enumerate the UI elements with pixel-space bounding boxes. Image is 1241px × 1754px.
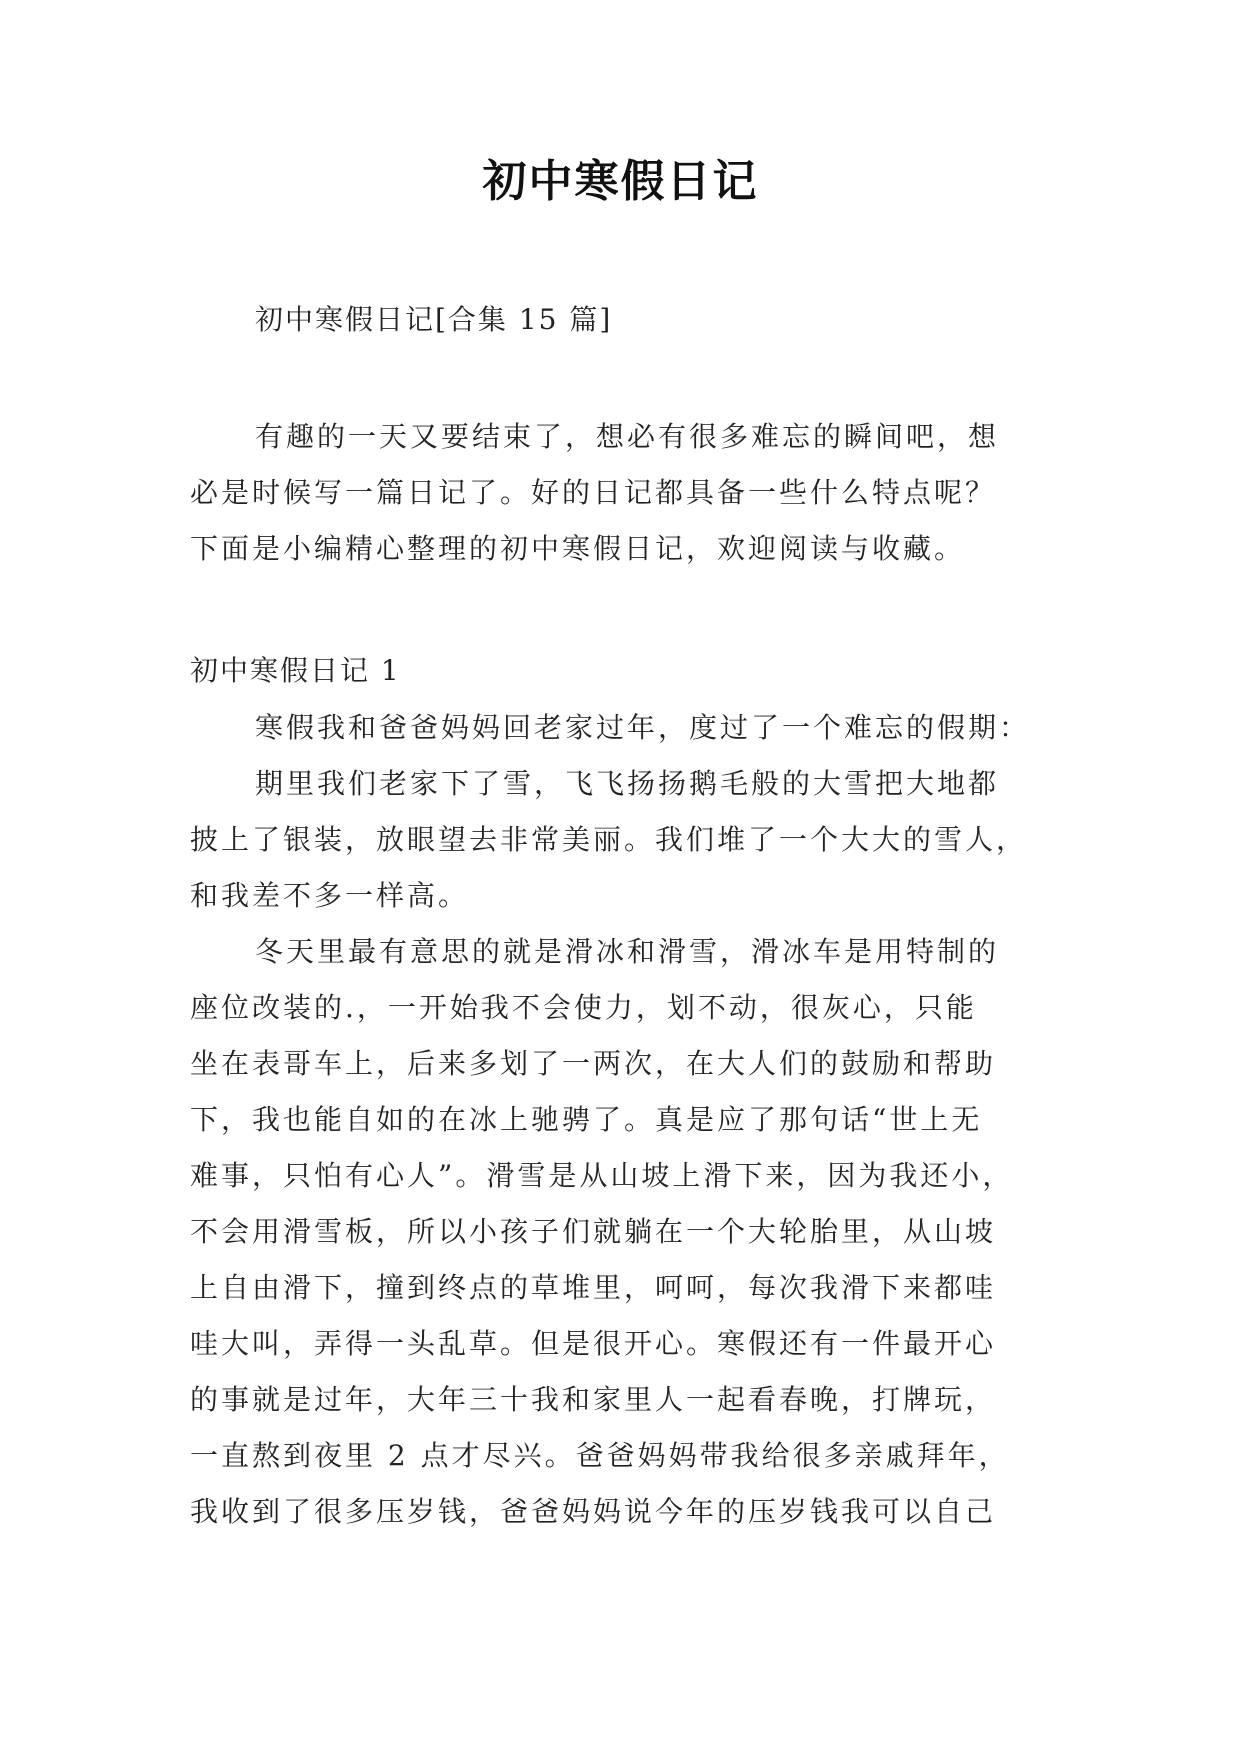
paragraph-line: 期里我们老家下了雪，飞飞扬扬鹅毛般的大雪把大地都 xyxy=(255,767,1000,800)
paragraph-line: 一直熬到夜里 2 点才尽兴。爸爸妈妈带我给很多亲戚拜年， xyxy=(190,1439,1010,1472)
paragraph-line: 难事，只怕有心人”。滑雪是从山坡上滑下来，因为我还小， xyxy=(190,1159,1014,1192)
paragraph-line: 的事就是过年，大年三十我和家里人一起看春晚，打牌玩， xyxy=(190,1383,997,1416)
section-heading: 初中寒假日记 1 xyxy=(190,654,401,687)
intro-line: 下面是小编精心整理的初中寒假日记，欢迎阅读与收藏。 xyxy=(190,532,966,565)
intro-line: 有趣的一天又要结束了，想必有很多难忘的瞬间吧，想 xyxy=(255,420,1000,453)
paragraph-line: 坐在表哥车上，后来多划了一两次，在大人们的鼓励和帮助 xyxy=(190,1047,997,1080)
paragraph-line: 座位改装的.，一开始我不会使力，划不动，很灰心，只能 xyxy=(190,991,977,1024)
paragraph-line: 我收到了很多压岁钱，爸爸妈妈说今年的压岁钱我可以自己 xyxy=(190,1495,997,1528)
paragraph-line: 下，我也能自如的在冰上驰骋了。真是应了那句话“世上无 xyxy=(190,1103,983,1136)
paragraph-line: 冬天里最有意思的就是滑冰和滑雪，滑冰车是用特制的 xyxy=(255,935,1000,968)
diary-paragraph xyxy=(190,924,1050,1540)
paragraph-line: 披上了银装，放眼望去非常美丽。我们堆了一个大大的雪人， xyxy=(190,823,1028,856)
intro-paragraph xyxy=(190,409,1050,577)
paragraph-line: 寒假我和爸爸妈妈回老家过年，度过了一个难忘的假期： xyxy=(255,711,1031,744)
intro-line: 必是时候写一篇日记了。好的日记都具备一些什么特点呢？ xyxy=(190,476,997,509)
paragraph-line: 哇大叫，弄得一头乱草。但是很开心。寒假还有一件最开心 xyxy=(190,1327,997,1360)
document-subtitle: 初中寒假日记[合集 15 篇] xyxy=(255,303,613,336)
diary-paragraph xyxy=(190,756,1050,924)
paragraph-line: 上自由滑下，撞到终点的草堆里，呵呵，每次我滑下来都哇 xyxy=(190,1271,997,1304)
document-title: 初中寒假日记 xyxy=(482,156,759,207)
paragraph-line: 和我差不多一样高。 xyxy=(190,879,470,912)
paragraph-line: 不会用滑雪板，所以小孩子们就躺在一个大轮胎里，从山坡 xyxy=(190,1215,997,1248)
diary-paragraph xyxy=(190,700,1050,756)
